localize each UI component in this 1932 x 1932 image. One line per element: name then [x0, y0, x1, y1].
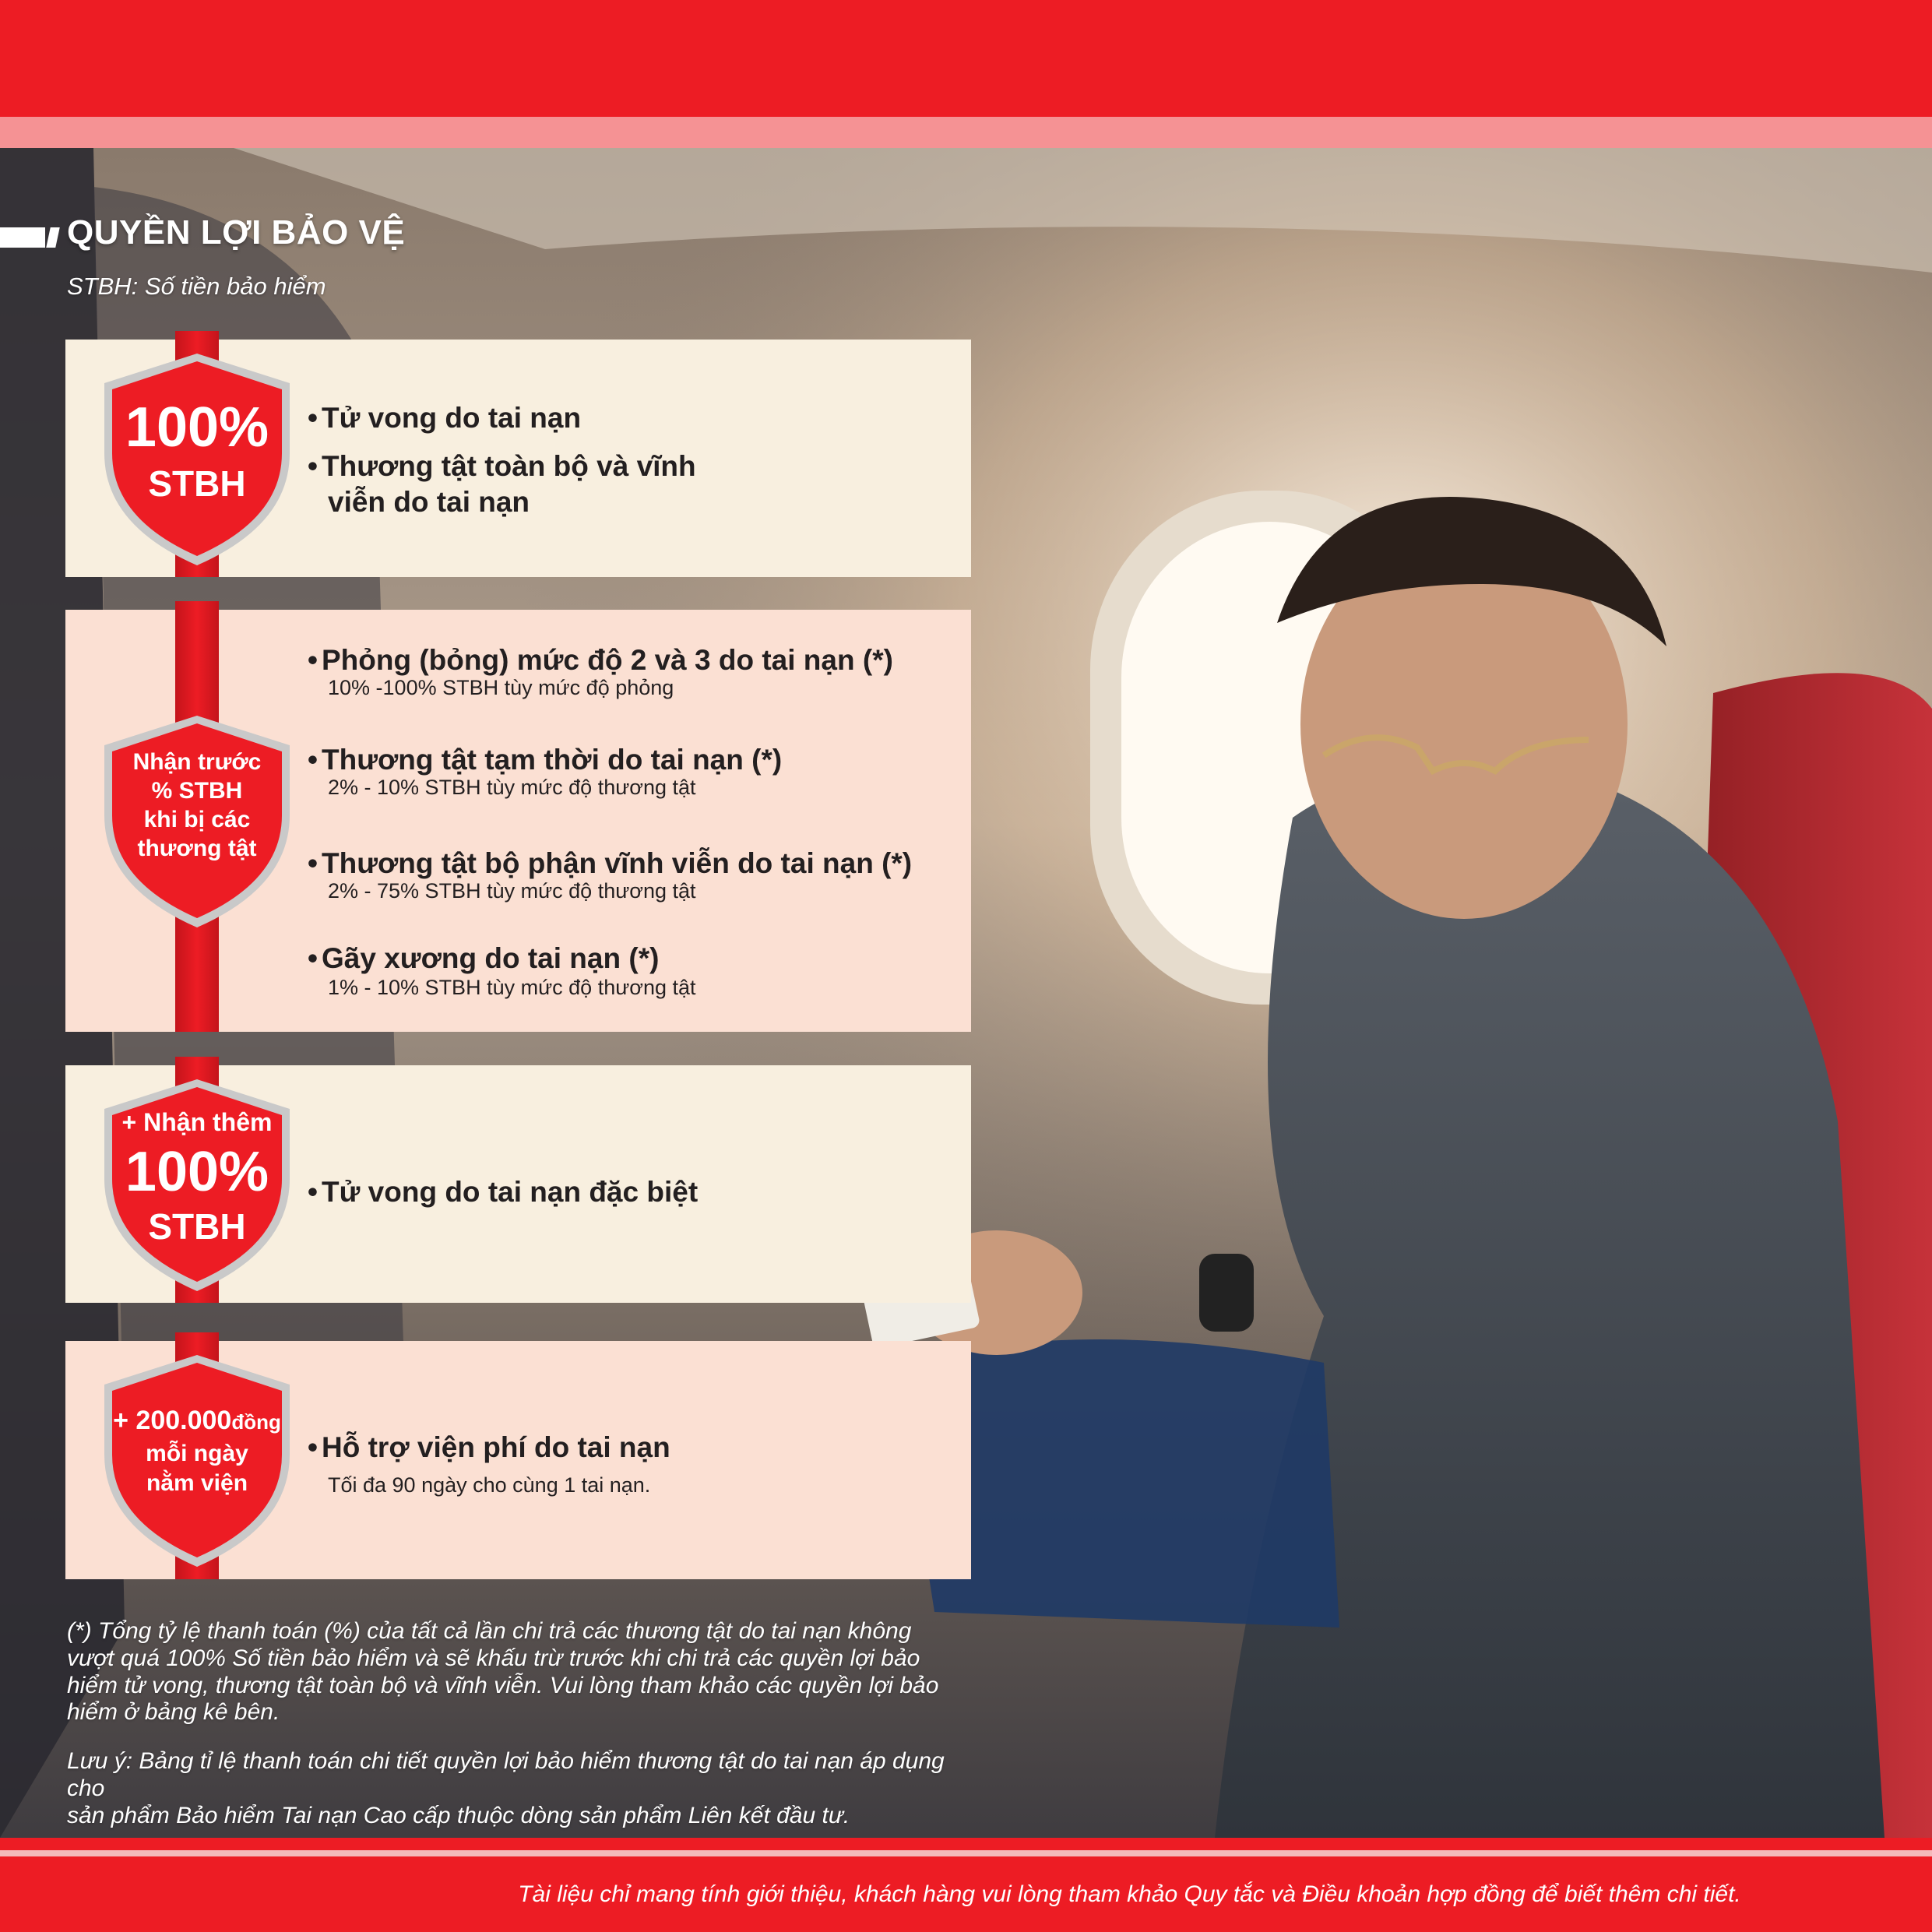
- badge-label: STBH: [148, 463, 246, 504]
- bottom-red-line: [0, 1838, 1932, 1850]
- badge-line: khi bị các: [143, 807, 251, 832]
- section-title: QUYỀN LỢI BẢO VỆ: [67, 213, 406, 252]
- bottom-pink-line: [0, 1850, 1932, 1856]
- benefit-item: • Thương tật toàn bộ và vĩnh: [308, 450, 696, 482]
- footer-band: [0, 1856, 1932, 1932]
- benefit-detail: Tối đa 90 ngày cho cùng 1 tai nạn.: [328, 1473, 651, 1497]
- benefit-item: • Thương tật bộ phận vĩnh viễn do tai nạn (*): [308, 847, 913, 879]
- benefit-detail: 1% - 10% STBH tùy mức độ thương tật: [328, 976, 696, 999]
- benefit-detail: 2% - 75% STBH tùy mức độ thương tật: [328, 879, 696, 903]
- badge-percent: 100%: [125, 396, 269, 459]
- badge-label: STBH: [148, 1206, 246, 1247]
- benefit-item: • Tử vong do tai nạn đặc biệt: [308, 1176, 699, 1208]
- shield-icon: [100, 350, 294, 568]
- benefit-detail: 2% - 10% STBH tùy mức độ thương tật: [328, 776, 696, 799]
- section-subtitle: STBH: Số tiền bảo hiểm: [67, 273, 326, 300]
- footnote: (*) Tổng tỷ lệ thanh toán (%) của tất cả lần chi trả các thương tật do tai nạn không vượt quá 100% Số tiền bảo hiểm và sẽ khấu trừ trước khi chi trả các quyền lợi bảo hiểm tử vong, thương tật toàn bộ và vĩnh viễn. Vui lòng tham khảo các quyền lợi bảo hiểm ở bảng kê bên.: [67, 1618, 939, 1726]
- badge-line: nằm viện: [146, 1470, 248, 1496]
- badge-line: mỗi ngày: [146, 1441, 248, 1466]
- heading-marker-icon: [0, 224, 61, 251]
- benefit-item: • Hỗ trợ viện phí do tai nạn: [308, 1431, 670, 1463]
- benefit-item: • Gãy xương do tai nạn (*): [308, 942, 660, 974]
- badge-percent: 100%: [125, 1141, 269, 1203]
- badge-line: thương tật: [137, 836, 257, 861]
- footer-disclaimer: Tài liệu chỉ mang tính giới thiệu, khách hàng vui lòng tham khảo Quy tắc và Điều khoản hợp đồng để biết thêm chi tiết.: [518, 1881, 1741, 1907]
- benefit-detail: 10% -100% STBH tùy mức độ phỏng: [328, 676, 674, 699]
- badge-line: % STBH: [151, 778, 243, 804]
- top-red-band: [0, 0, 1932, 117]
- benefit-item: • Thương tật tạm thời do tai nạn (*): [308, 744, 783, 776]
- badge-line: Nhận trước: [132, 749, 262, 775]
- top-pink-stripe: [0, 117, 1932, 148]
- badge-line: + Nhận thêm: [121, 1108, 273, 1136]
- remark: Lưu ý: Bảng tỉ lệ thanh toán chi tiết quyền lợi bảo hiểm thương tật do tai nạn áp dụng cho sản phẩm Bảo hiểm Tai nạn Cao cấp thuộc dòng sản phẩm Liên kết đầu tư.: [67, 1748, 945, 1828]
- badge-amount: + 200.000đồng: [113, 1406, 281, 1435]
- benefit-item: • Tử vong do tai nạn: [308, 402, 582, 434]
- benefit-item-continued: viễn do tai nạn: [328, 486, 530, 518]
- benefit-item: • Phỏng (bỏng) mức độ 2 và 3 do tai nạn (*): [308, 644, 893, 676]
